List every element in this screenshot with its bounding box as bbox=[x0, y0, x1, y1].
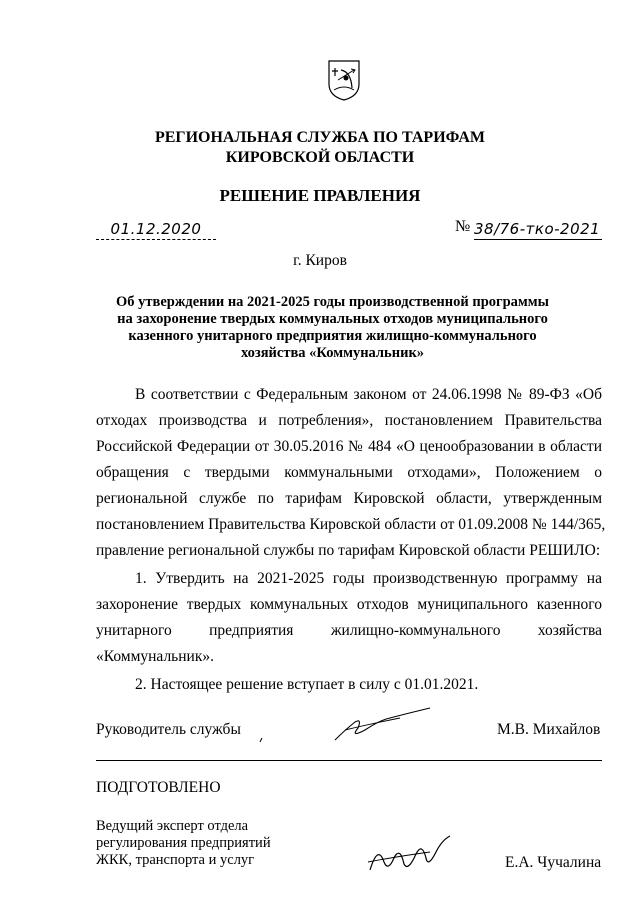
paragraph-line: постановлением Правительства Кировской области от 01.09.2008 № 144/365, bbox=[96, 516, 606, 533]
city: г. Киров bbox=[293, 252, 347, 269]
item2-line: 2. Настоящее решение вступает в силу с 01.01.2021. bbox=[135, 676, 479, 693]
signatory-position: Руководитель службы bbox=[96, 721, 241, 738]
preparer-position-line1: Ведущий эксперт отдела bbox=[96, 818, 249, 834]
paragraph-line: отходах производства и потребления», постановлением Правительства bbox=[96, 412, 602, 429]
paragraph-line: Российской Федерации от 30.05.2016 № 484 «О ценообразовании в области bbox=[96, 438, 602, 455]
coat-of-arms-icon bbox=[326, 58, 362, 102]
number-prefix: № bbox=[455, 218, 471, 235]
item1-line: захоронение твердых коммунальных отходов муниципального казенного bbox=[96, 596, 602, 613]
paragraph-line: обращения с твердыми коммунальными отходами», Положением о bbox=[96, 464, 602, 481]
org-name-line1: РЕГИОНАЛЬНАЯ СЛУЖБА ПО ТАРИФАМ bbox=[154, 129, 486, 146]
handwritten-signature-2 bbox=[360, 832, 460, 882]
subject-line2: на захоронение твердых коммунальных отходов муниципального bbox=[117, 311, 548, 327]
item1-line: унитарного предприятия жилищно-коммунального хозяйства bbox=[96, 622, 602, 639]
preparer-name: Е.А. Чучалина bbox=[505, 854, 602, 871]
org-name-line2: КИРОВСКОЙ ОБЛАСТИ bbox=[225, 149, 415, 166]
subject-line4: хозяйства «Коммунальник» bbox=[240, 345, 425, 361]
document-date: 01.12.2020 bbox=[96, 220, 216, 240]
preparer-position-line3: ЖКК, транспорта и услуг bbox=[96, 852, 255, 868]
subject-line3: казенного унитарного предприятия жилищно-коммунального bbox=[128, 328, 537, 344]
item1-line: «Коммунальник». bbox=[96, 648, 214, 665]
item1-line: 1. Утвердить на 2021-2025 годы производственную программу на bbox=[135, 570, 602, 587]
prepared-heading: ПОДГОТОВЛЕНО bbox=[96, 779, 221, 796]
subject-line1: Об утверждении на 2021-2025 годы производственной программы bbox=[115, 294, 549, 310]
document-type: РЕШЕНИЕ ПРАВЛЕНИЯ bbox=[219, 186, 421, 205]
preparer-position-line2: регулирования предприятий bbox=[96, 835, 271, 851]
paragraph-line: региональной службе по тарифам Кировской области, утвержденным bbox=[96, 490, 602, 507]
document-number: 38/76-тко-2021 bbox=[474, 220, 601, 238]
handwritten-signature-1 bbox=[250, 700, 450, 750]
paragraph-line: В соответствии с Федеральным законом от 24.06.1998 № 89-ФЗ «Об bbox=[135, 386, 602, 403]
paragraph-line: правление региональной службы по тарифам Кировской области РЕШИЛО: bbox=[96, 542, 601, 559]
signatory-name: М.В. Михайлов bbox=[497, 721, 601, 738]
divider bbox=[96, 760, 602, 761]
